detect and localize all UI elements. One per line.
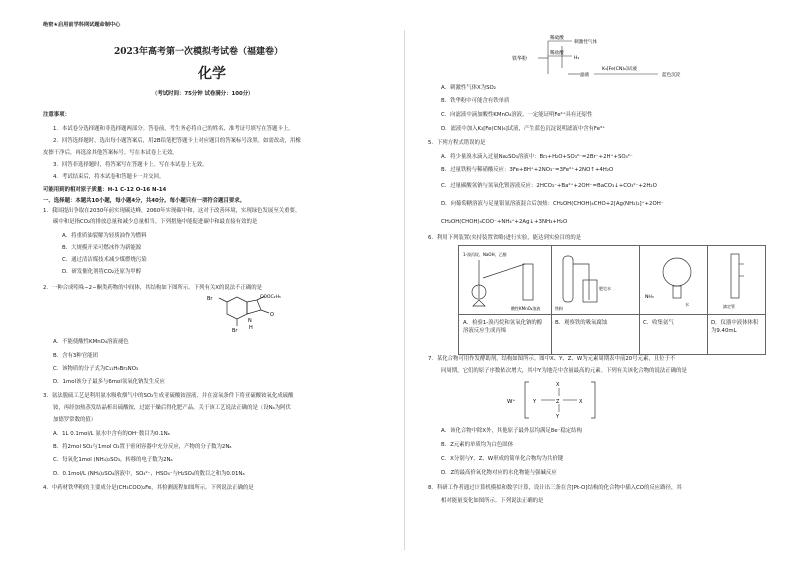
q1-stem: 碳中和是指CO₂的排放总量和减少总量相当。下列措施中能促进碳中和最直接有效的是: [53, 219, 258, 225]
q2-option-c: C．该物质的分子式为C₁₁H₉Br₂NO₃: [53, 366, 139, 372]
q4-option-b: B．铁华粉中可能含有铁单质: [441, 98, 510, 104]
q4-option-c: C．向滤液中滴加酸性KMnO₄溶液，一定能证明Fe²⁺具有还原性: [441, 112, 593, 118]
q2-option-d: D．1mol该分子最多与6mol氢氧化钠发生反应: [53, 379, 165, 385]
atom-label: X: [556, 382, 560, 388]
q7-stem: 7．某化合物可用作发酵助剂，结构如图所示。图中X、Y、Z、W为元素周期表中前20号元素，且位于不: [428, 356, 676, 362]
q1-option-c: C．通过清洁煤技术减少煤燃烧污染: [62, 257, 147, 263]
br-label: Br: [207, 296, 213, 302]
q4-option-a: A．刺激性气体X为SO₂: [441, 85, 496, 91]
q6-stem: 6．利用下列装置(夹持装置省略)进行实验，能达到实验目的的是: [428, 235, 582, 241]
q8-stem: 8．科研工作者通过计算机模拟和数学计算，设计出三条在含[Pt-O]结构的化合物中插入CO的反应路径，其: [428, 485, 682, 491]
q1-stem: 1．我国提出争取在2030年前实现碳达峰，2060年实现碳中和，这对于改善环境，实现绿色发展至关重要。: [43, 208, 301, 214]
subject-title: 化学: [198, 66, 226, 82]
notice-item: 3．回答非选择题时，将答案写在答题卡上。写在本试卷上无效。: [53, 162, 208, 168]
q4-flowchart: [510, 34, 690, 82]
secret-mark: 绝密★启用前学科网试题命制中心: [43, 22, 121, 28]
q2-structure-diagram: [205, 294, 285, 334]
q7-option-b: B．Z元素的单质均为白色固体: [441, 442, 514, 448]
q7-option-d: D．Z的最高价氧化物对应的水化物能与强碱反应: [441, 470, 557, 476]
section-heading: 一、选择题：本题共10小题，每小题4分，共40分。每小题只有一项符合题目要求。: [43, 198, 246, 204]
q3-option-d: D．0.1mol/L (NH₄)₂SO₄溶液中，SO₄²⁻、HSO₄⁻与H₂SO₄的数目之和为0.01Nₐ: [53, 471, 245, 477]
flow-result: 蓝色沉淀: [662, 73, 681, 78]
apparatus-c-label: 水: [685, 302, 689, 307]
q8-stem: 相对能量变化如图所示。下列说法正确的是: [441, 498, 544, 504]
q7-option-a: A．该化合物中除X外，其他原子最外层均满足8e⁻稳定结构: [441, 428, 582, 434]
right-column: [405, 0, 794, 562]
notice-heading: 注意事项：: [43, 112, 70, 118]
ester-label: COOC₂H₅: [260, 295, 281, 300]
apparatus-d-label: 滴定管: [723, 304, 735, 309]
flow-reagent-mid: 稀盐酸: [550, 51, 564, 56]
q4-stem: 4．中药材铁华粉的主要成分是(CH₃COO)₂Fe，其检测流程如图所示。下列说法正确的是: [43, 485, 254, 491]
q5-option-d-cont: CH₂OH(CHOH)₄COO⁻+NH₄⁺+2Ag↓+3NH₃+H₂O: [441, 219, 568, 225]
flow-gas-out: 刺激性气体: [574, 40, 597, 45]
atom-label: Z: [556, 399, 560, 405]
cation-label: W⁺: [507, 399, 516, 405]
notice-item: 1．本试卷分选择题和非选择题两部分。答卷前，考生务必将自己的姓名、准考证号填写在答题卡上。: [53, 126, 294, 132]
flow-h2-out: H₂: [574, 56, 580, 61]
carbonyl-o-label: O: [270, 312, 274, 318]
q7-stem: 同周期，它们的原子序数依次增大，其中Y为地壳中含量最高的元素。下列有关该化合物的说法正确的是: [441, 368, 687, 374]
q3-option-b: B．将2mol SO₂与1mol O₂置于密闭容器中充分反应，产物的分子数为2Nₐ: [53, 444, 232, 450]
q6-option-c: C．收集氨气: [643, 320, 674, 326]
q5-option-c: C．过量碳酸氢钠与氢氧化钡溶液反应：2HCO₃⁻+Ba²⁺+2OH⁻=BaCO₃↓+CO₃²⁻+2H₂O: [441, 183, 657, 189]
q6-apparatus-table: [458, 245, 766, 355]
notice-item: 皮擦干净后，再选涂其他答案标号。写在本试卷上无效。: [43, 150, 178, 156]
q3-option-a: A．1L 0.1mol/L 氨水中含有的OH⁻数目为0.1Nₐ: [53, 431, 170, 437]
flow-filtrate: 滤液: [580, 73, 590, 78]
flow-test-reagent: K₃[Fe(CN)₆]试液: [602, 67, 637, 72]
q3-option-c: C．每氧化1mol (NH₄)₂SO₃，转移的电子数为2Nₐ: [53, 457, 173, 463]
atom-label: X: [579, 399, 583, 405]
apparatus-a-label: 酸性KMnO₄溶液: [511, 306, 541, 311]
q5-option-a: A．将少量溴水滴入过量Na₂SO₃溶液中：Br₂+H₂O+SO₃²⁻=2Br⁻+2H⁺+SO₄²⁻: [441, 154, 633, 160]
q5-option-b: B．过量铁粉与稀硝酸反应：3Fe+8H⁺+2NO₃⁻=3Fe²⁺+2NO↑+4H₂O: [441, 167, 614, 173]
q5-stem: 5．下列方程式错误的是: [428, 140, 486, 146]
notice-item: 4．考试结束后，将本试卷和答题卡一并交回。: [53, 174, 165, 180]
apparatus-c-label: NH₃: [645, 295, 654, 300]
notice-item: 2．回答选择题时，选出每小题答案后，用2B铅笔把答题卡上对应题目的答案标号涂黑。如需改动，用橡: [53, 138, 301, 144]
q1-option-b: B．大规模开采可燃冰作为新能源: [62, 245, 142, 251]
br-label: Br: [232, 328, 238, 334]
q6-option-d: D．仪器中液体体积为9.40mL: [711, 320, 759, 334]
apparatus-d: [711, 250, 763, 312]
q4-option-d: D．滤液中加入K₃[Fe(CN)₆]试液，产生蓝色沉淀说明滤液中含有Fe³⁺: [441, 126, 606, 132]
apparatus-b-label: 肥皂水: [599, 286, 611, 291]
apparatus-b-label: 铁粉: [555, 306, 563, 311]
exam-info: （考试时间：75分钟 试卷满分：100分）: [152, 91, 254, 97]
flow-start: 铁华粉: [512, 56, 528, 62]
q2-stem: 2．一种合成吲哚−2−酮类药物的中间体，其结构如下图所示。下列有关X的说法不正确的是: [43, 285, 263, 291]
q1-option-d: D．研发催化剂将CO₂还原为甲醇: [62, 269, 142, 275]
apparatus-a: [463, 250, 549, 312]
q3-stem: 加德罗常数的值）: [53, 417, 97, 423]
q2-option-b: B．含有3种官能团: [53, 353, 98, 359]
q5-option-d: D．向葡萄糖溶液与足量银氨溶液混合后加热：CH₂OH(CHOH)₄CHO+2[Ag(NH₃)₂]⁺+2OH⁻: [441, 201, 664, 207]
q7-structure-diagram: [505, 378, 615, 424]
hydrogen-label: H: [249, 325, 253, 331]
apparatus-a-label: 1-溴丙烷、NaOH、乙醇: [463, 252, 507, 257]
q3-stem: 3．氨法脱硫工艺是利用氨水吸收烟气中的SO₂生成亚硫酸铵溶液，并在富氧条件下将亚硫酸铵氧化成硫酸: [43, 393, 294, 399]
atomic-masses: 可能用到的相对原子质量：H-1 C-12 O-16 N-14: [43, 187, 167, 193]
apparatus-b: [555, 250, 637, 312]
exam-title: 2023年高考第一次模拟考试卷（福建卷）: [114, 47, 284, 57]
flow-reagent-top: 稀硫酸: [550, 36, 564, 41]
q3-stem: 铵，再经加热蒸发结晶析出硫酸铵，过滤干燥后得化肥产品。关于该工艺说法正确的是（设Nₐ为阿伏: [53, 405, 291, 411]
apparatus-c: [643, 250, 705, 312]
nitrogen-label: N: [248, 318, 252, 324]
q6-option-a: A．检验1-溴丙烷和氢氧化钠的醇溶液反应生成丙烯: [463, 320, 543, 334]
q1-option-a: A．将重质油裂解为轻质油作为燃料: [62, 233, 147, 239]
atom-label: Y: [533, 399, 537, 405]
q7-option-c: C．X分别与Y、Z、W形成的简单化合物均为共价键: [441, 456, 564, 462]
q2-option-a: A．不能使酸性KMnO₄溶液褪色: [53, 339, 129, 345]
q6-option-b: B．观察铁的吸氧腐蚀: [555, 320, 608, 326]
atom-label: Y: [556, 414, 560, 420]
